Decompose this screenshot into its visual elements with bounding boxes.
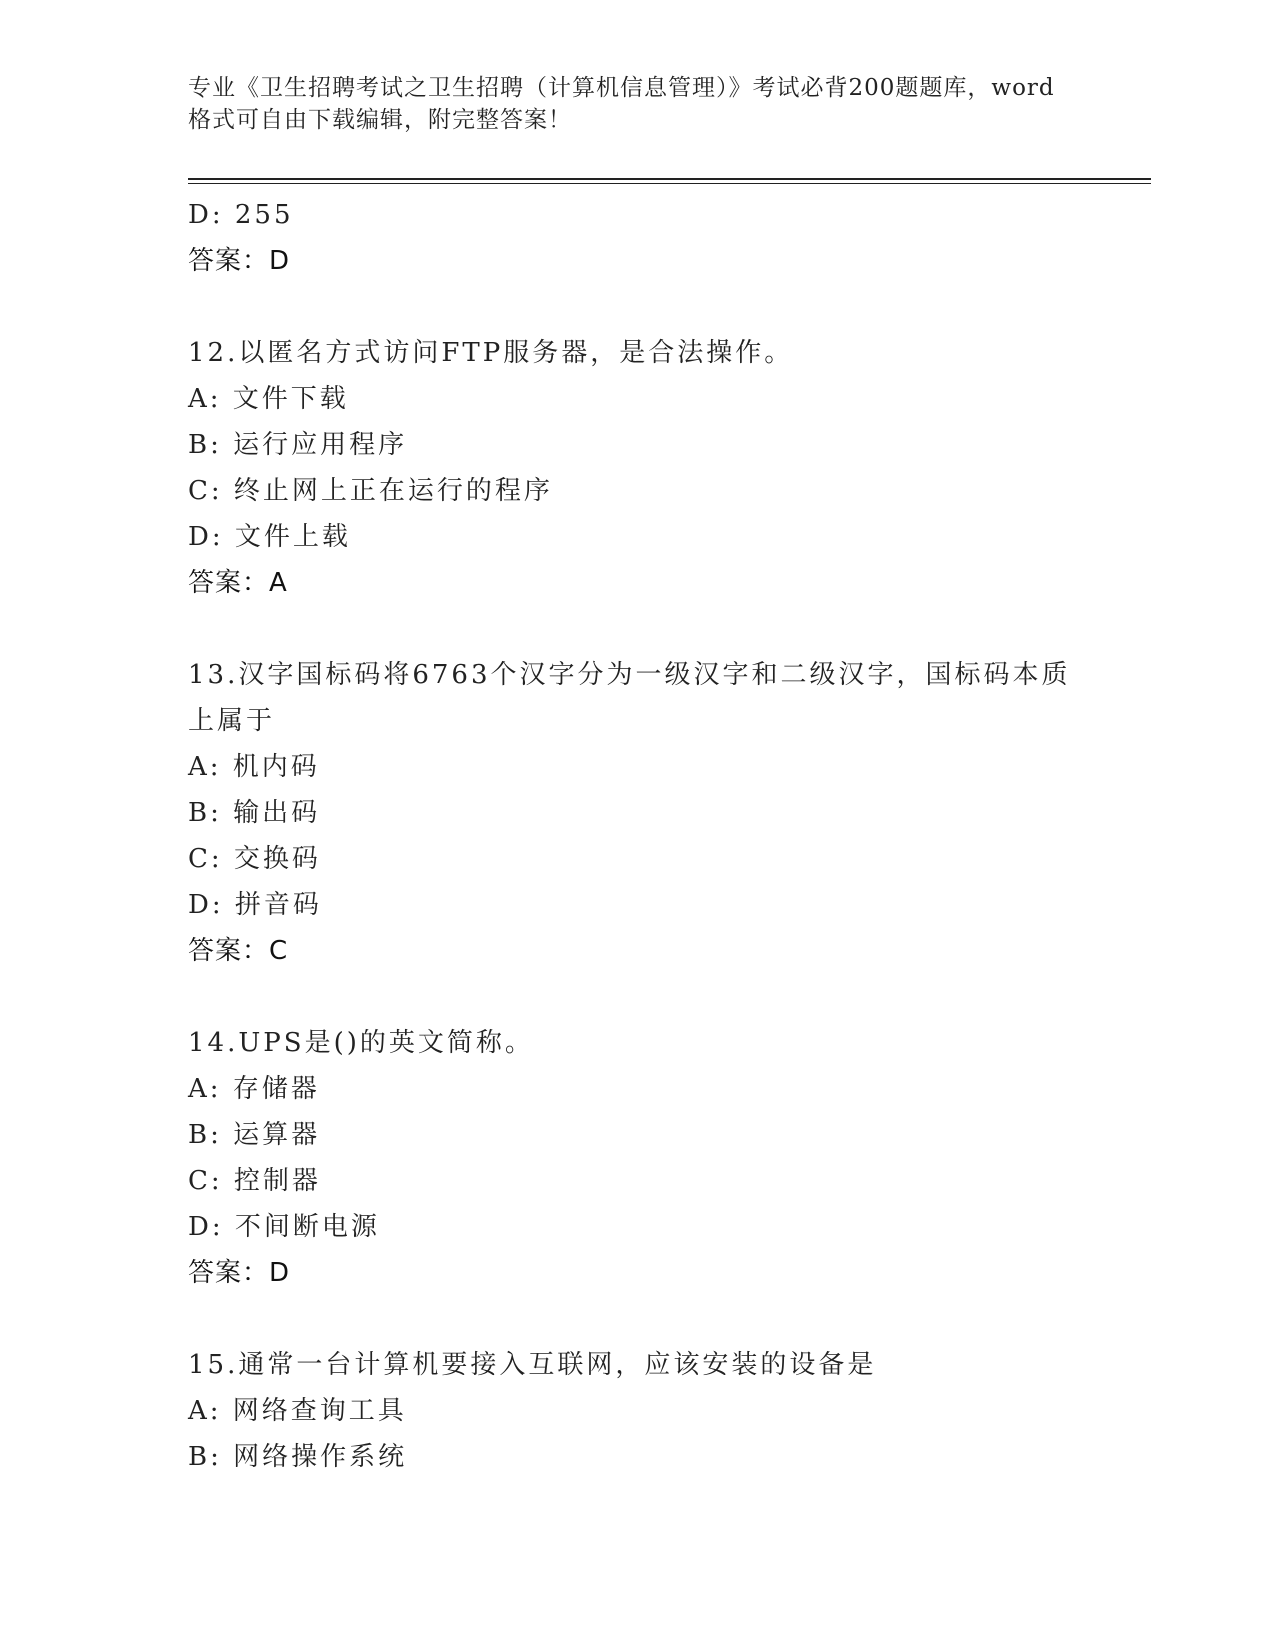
question-stem: 12.以匿名方式访问FTP服务器，是合法操作。 bbox=[188, 338, 794, 368]
option-c: C: 控制器 bbox=[188, 1166, 321, 1196]
option-b: B: 运算器 bbox=[188, 1120, 321, 1150]
spacer bbox=[188, 1296, 1088, 1342]
option-b: B: 输出码 bbox=[188, 798, 321, 828]
option-b: B: 运行应用程序 bbox=[188, 430, 408, 460]
header-line-2: 格式可自由下载编辑，附完整答案！ bbox=[188, 107, 572, 133]
option-c: C: 终止网上正在运行的程序 bbox=[188, 476, 553, 506]
question-15 bbox=[188, 1342, 1088, 1480]
spacer bbox=[188, 284, 1088, 330]
question-stem: 14.UPS是()的英文简称。 bbox=[188, 1028, 534, 1058]
option-d: D: 文件上载 bbox=[188, 522, 351, 552]
question-14 bbox=[188, 1020, 1088, 1296]
option-d: D: 不间断电源 bbox=[188, 1212, 380, 1242]
question-stem: 15.通常一台计算机要接入互联网，应该安装的设备是 bbox=[188, 1350, 877, 1380]
question-12 bbox=[188, 330, 1088, 606]
option-d: D: 拼音码 bbox=[188, 890, 322, 920]
option-a: A: 文件下载 bbox=[188, 384, 349, 414]
option-a: A: 存储器 bbox=[188, 1074, 320, 1104]
answer-line: 答案：A bbox=[188, 568, 288, 598]
question-list bbox=[188, 192, 1088, 1480]
spacer bbox=[188, 606, 1088, 652]
answer-line: 答案：C bbox=[188, 936, 289, 966]
document-header bbox=[188, 72, 1088, 136]
header-line-1: 专业《卫生招聘考试之卫生招聘（计算机信息管理）》考试必背200题题库，word bbox=[188, 75, 1055, 101]
spacer bbox=[188, 974, 1088, 1020]
question-13 bbox=[188, 652, 1088, 974]
option-b: B: 网络操作系统 bbox=[188, 1442, 408, 1472]
answer-line: 答案：D bbox=[188, 1258, 291, 1288]
header-divider-thick bbox=[188, 178, 1151, 180]
option-a: A: 网络查询工具 bbox=[188, 1396, 407, 1426]
option-c: C: 交换码 bbox=[188, 844, 321, 874]
option-a: A: 机内码 bbox=[188, 752, 320, 782]
question-stem-line-1: 13.汉字国标码将6763个汉字分为一级汉字和二级汉字，国标码本质 bbox=[188, 660, 1071, 690]
option-d: D: 255 bbox=[188, 200, 294, 230]
header-divider-thin bbox=[188, 183, 1151, 184]
answer-line: 答案：D bbox=[188, 246, 291, 276]
question-stem-line-2: 上属于 bbox=[188, 706, 276, 736]
question-11-tail bbox=[188, 192, 1088, 284]
